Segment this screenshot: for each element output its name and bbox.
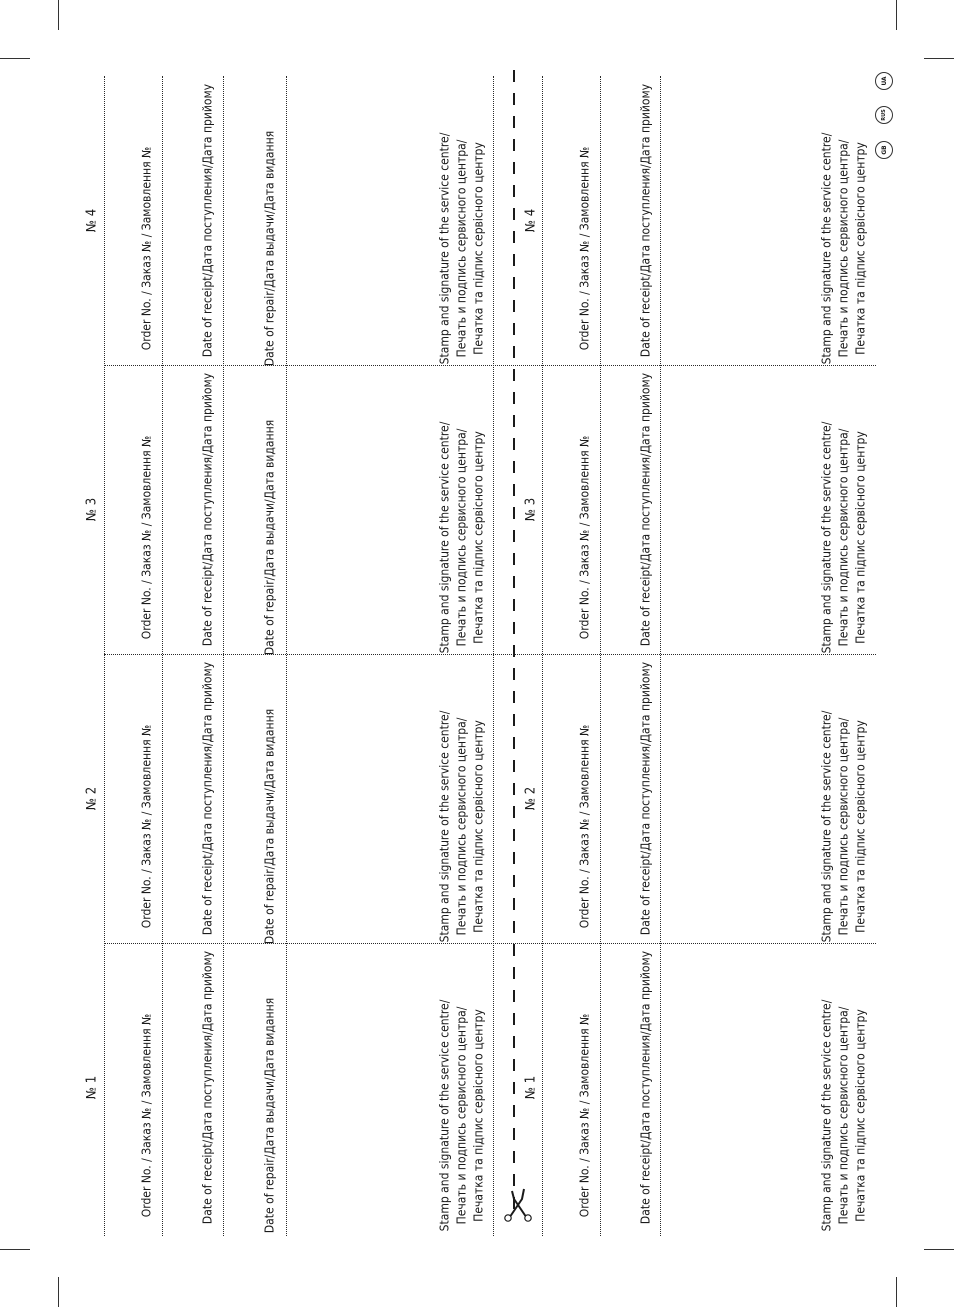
service-stamp-field-line: Печатка та підпис сервісного центру <box>471 430 486 644</box>
coupon-number-line: № 1 <box>84 1075 100 1099</box>
receipt-date-field-line: Date of receipt/Дата поступления/Дата прийому <box>638 83 653 358</box>
coupon-number-line: № 2 <box>523 786 539 810</box>
language-badge: GB <box>875 141 893 159</box>
service-stamp-field-line: Печатка та підпис сервісного центру <box>471 141 486 355</box>
crop-mark <box>58 1277 59 1307</box>
coupon-number <box>84 379 101 639</box>
order-number-field <box>577 128 594 368</box>
row-divider <box>223 76 224 1236</box>
receipt-date-field-line: Date of receipt/Дата поступления/Дата прийому <box>200 83 215 358</box>
order-number-field-line: Order No. / Заказ № / Замовлення № <box>139 146 154 350</box>
receipt-date-field-line: Date of receipt/Дата поступления/Дата прийому <box>200 372 215 647</box>
service-stamp-field <box>819 118 870 378</box>
repair-date-field-line: Date of repair/Дата выдачи/Дата видання <box>262 130 277 366</box>
service-stamp-field-line: Печать и подпись сервисного центра/ <box>454 1006 469 1224</box>
coupon-number-line: № 4 <box>84 208 100 232</box>
service-stamp-field <box>819 696 870 956</box>
coupon-number <box>523 90 540 350</box>
language-badge: RUS <box>875 106 893 124</box>
order-number-field <box>577 417 594 657</box>
repair-date-field-line: Date of repair/Дата выдачи/Дата видання <box>262 708 277 944</box>
coupon-number-line: № 1 <box>523 1075 539 1099</box>
crop-mark <box>924 58 954 59</box>
cut-line <box>508 70 520 1210</box>
service-stamp-field-line: Stamp and signature of the service centre/ <box>819 132 834 364</box>
service-stamp-field-line: Печатка та підпис сервісного центру <box>471 1008 486 1222</box>
coupon-number-line: № 3 <box>84 497 100 521</box>
receipt-date-field-line: Date of receipt/Дата поступления/Дата прийому <box>200 661 215 936</box>
repair-date-field-line: Date of repair/Дата выдачи/Дата видання <box>262 419 277 655</box>
service-stamp-field <box>437 696 488 956</box>
order-number-field-line: Order No. / Заказ № / Замовлення № <box>139 724 154 928</box>
service-stamp-field-line: Печать и подпись сервисного центра/ <box>454 139 469 357</box>
repair-date-field <box>262 412 279 662</box>
repair-date-field <box>262 123 279 373</box>
service-stamp-field-line: Печатка та підпис сервісного центру <box>471 719 486 933</box>
repair-date-field <box>262 701 279 951</box>
order-number-field <box>139 995 156 1235</box>
receipt-date-field <box>200 943 217 1233</box>
coupon-number-line: № 2 <box>84 786 100 810</box>
coupon-number <box>84 668 101 928</box>
row-divider <box>493 76 494 1236</box>
order-number-field-line: Order No. / Заказ № / Замовлення № <box>577 1013 592 1217</box>
crop-mark <box>896 1277 897 1307</box>
language-badge: UA <box>875 72 893 90</box>
service-stamp-field-line: Печатка та підпис сервісного центру <box>853 141 868 355</box>
row-divider <box>542 76 543 1236</box>
repair-date-field-line: Date of repair/Дата выдачи/Дата видання <box>262 997 277 1233</box>
order-number-field-line: Order No. / Заказ № / Замовлення № <box>139 435 154 639</box>
crop-mark <box>0 58 30 59</box>
receipt-date-field <box>200 654 217 944</box>
receipt-date-field <box>638 654 655 944</box>
service-stamp-field-line: Печать и подпись сервисного центра/ <box>836 717 851 935</box>
service-stamp-field-line: Stamp and signature of the service centre/ <box>819 999 834 1231</box>
coupon-number <box>84 957 101 1217</box>
crop-mark <box>0 1249 30 1250</box>
service-stamp-field <box>437 118 488 378</box>
service-stamp-field <box>437 985 488 1245</box>
service-stamp-field-line: Stamp and signature of the service centre/ <box>437 999 452 1231</box>
receipt-date-field <box>638 365 655 655</box>
coupon-number <box>523 668 540 928</box>
receipt-date-field-line: Date of receipt/Дата поступления/Дата прийому <box>638 950 653 1225</box>
service-stamp-field-line: Печать и подпись сервисного центра/ <box>836 428 851 646</box>
service-stamp-field-line: Печать и подпись сервисного центра/ <box>836 139 851 357</box>
service-stamp-field-line: Печать и подпись сервисного центра/ <box>454 428 469 646</box>
order-number-field-line: Order No. / Заказ № / Замовлення № <box>577 146 592 350</box>
service-stamp-field-line: Stamp and signature of the service centre/ <box>819 710 834 942</box>
row-divider <box>104 76 105 1236</box>
coupon-number <box>523 957 540 1217</box>
receipt-date-field-line: Date of receipt/Дата поступления/Дата прийому <box>638 661 653 936</box>
order-number-field <box>577 706 594 946</box>
coupon-divider <box>104 943 876 944</box>
service-stamp-field-line: Печать и подпись сервисного центра/ <box>836 1006 851 1224</box>
crop-mark <box>896 0 897 30</box>
order-number-field-line: Order No. / Заказ № / Замовлення № <box>577 724 592 928</box>
service-stamp-field-line: Stamp and signature of the service centre/ <box>437 421 452 653</box>
row-divider <box>162 76 163 1236</box>
coupon-divider <box>104 365 876 366</box>
order-number-field <box>139 706 156 946</box>
receipt-date-field <box>200 365 217 655</box>
receipt-date-field <box>638 943 655 1233</box>
crop-mark <box>924 1249 954 1250</box>
receipt-date-field <box>638 76 655 366</box>
service-stamp-field-line: Печатка та підпис сервісного центру <box>853 1008 868 1222</box>
order-number-field-line: Order No. / Заказ № / Замовлення № <box>139 1013 154 1217</box>
service-stamp-field-line: Печатка та підпис сервісного центру <box>853 430 868 644</box>
scissors-icon <box>500 1185 536 1225</box>
service-stamp-field-line: Stamp and signature of the service centre/ <box>819 421 834 653</box>
row-divider <box>600 76 601 1236</box>
service-stamp-field-line: Печать и подпись сервисного центра/ <box>454 717 469 935</box>
service-stamp-field-line: Stamp and signature of the service centre/ <box>437 132 452 364</box>
order-number-field <box>139 417 156 657</box>
coupon-divider <box>104 654 876 655</box>
receipt-date-field-line: Date of receipt/Дата поступления/Дата прийому <box>200 950 215 1225</box>
service-stamp-field-line: Stamp and signature of the service centre/ <box>437 710 452 942</box>
receipt-date-field <box>200 76 217 366</box>
order-number-field <box>577 995 594 1235</box>
row-divider <box>286 76 287 1236</box>
order-number-field <box>139 128 156 368</box>
repair-date-field <box>262 990 279 1240</box>
service-stamp-field <box>819 407 870 667</box>
service-stamp-field <box>819 985 870 1245</box>
order-number-field-line: Order No. / Заказ № / Замовлення № <box>577 435 592 639</box>
coupon-number-line: № 4 <box>523 208 539 232</box>
service-stamp-field-line: Печатка та підпис сервісного центру <box>853 719 868 933</box>
coupon-number-line: № 3 <box>523 497 539 521</box>
receipt-date-field-line: Date of receipt/Дата поступления/Дата прийому <box>638 372 653 647</box>
service-stamp-field <box>437 407 488 667</box>
crop-mark <box>58 0 59 30</box>
coupon-number <box>523 379 540 639</box>
row-divider <box>660 76 661 1236</box>
coupon-number <box>84 90 101 350</box>
